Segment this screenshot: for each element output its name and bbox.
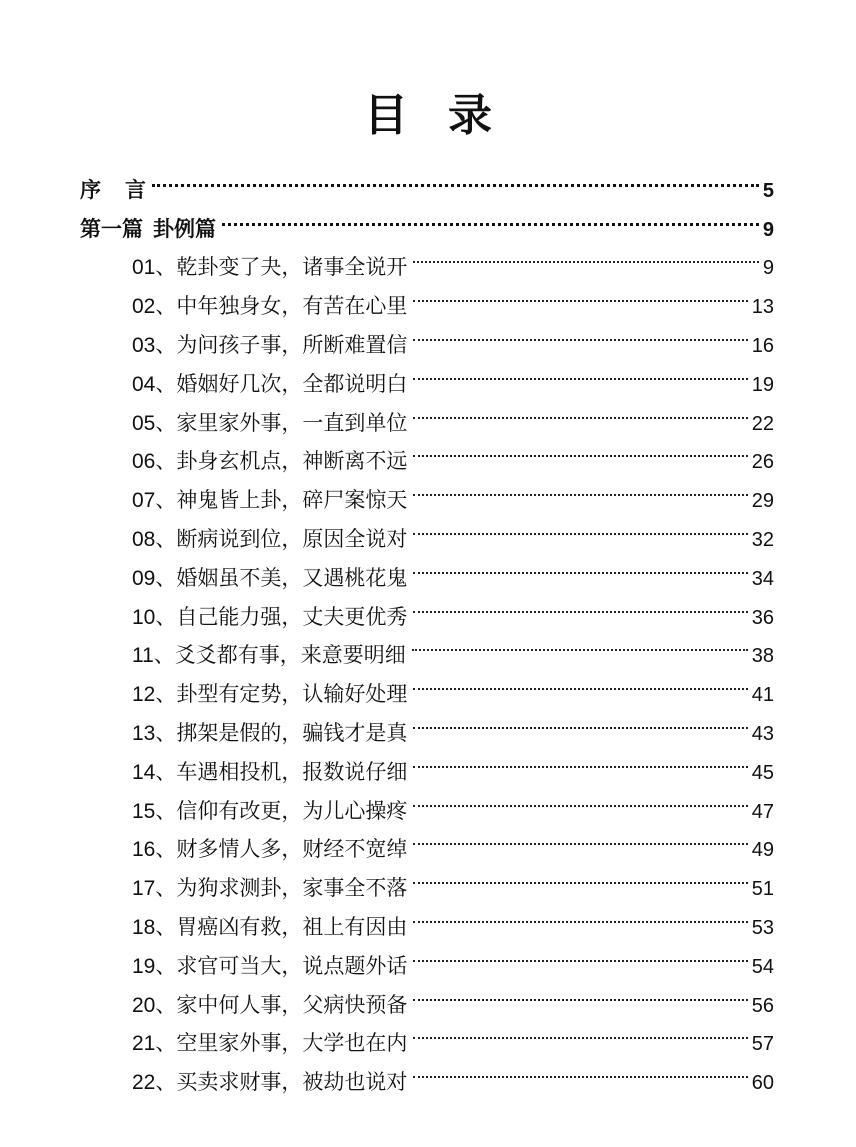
entry-page-number: 29 — [751, 490, 774, 513]
entry-page-number: 47 — [751, 800, 774, 823]
dot-leader — [413, 662, 747, 701]
section-label-part: 序 — [80, 177, 101, 202]
entry-label — [132, 326, 407, 366]
entry-label — [132, 598, 407, 638]
dot-leader — [413, 236, 759, 275]
entry-title: 胃癌凶有救，祖上有因由 — [176, 914, 408, 939]
entry-separator: 、 — [155, 798, 177, 823]
entry-number: 10 — [132, 605, 156, 629]
table-of-contents — [80, 158, 774, 1095]
entry-separator: 、 — [155, 953, 177, 978]
entry-label — [132, 1024, 407, 1064]
entry-title: 婚姻好几次，全都说明白 — [176, 371, 408, 396]
entry-separator: 、 — [155, 682, 177, 707]
entry-title: 乾卦变了夬，诸事全说开 — [176, 255, 408, 280]
entry-page-number: 32 — [751, 528, 774, 551]
entry-page-number: 41 — [751, 684, 774, 707]
entry-separator: 、 — [155, 759, 177, 784]
dot-leader — [413, 934, 747, 973]
dot-leader — [413, 546, 747, 585]
entry-title: 爻爻都有事，来意要明细 — [174, 643, 406, 668]
entry-page-number: 57 — [751, 1033, 774, 1056]
entry-number: 02 — [132, 295, 156, 319]
entry-page-number: 26 — [751, 451, 774, 474]
entry-number: 14 — [132, 760, 156, 784]
dot-leader — [413, 973, 747, 1012]
entry-page-number: 22 — [751, 412, 774, 435]
dot-leader — [222, 197, 759, 236]
entry-label — [132, 947, 407, 987]
entry-number: 16 — [132, 838, 156, 862]
entry-title: 空里家外事，大学也在内 — [176, 1031, 408, 1056]
entry-number: 08 — [132, 527, 156, 551]
dot-leader — [413, 740, 747, 779]
section-label-part: 第一篇 — [80, 216, 143, 241]
entry-number: 15 — [132, 799, 156, 823]
entry-title: 自己能力强，丈夫更优秀 — [176, 604, 408, 629]
entry-page-number: 60 — [751, 1072, 774, 1095]
dot-leader — [413, 468, 747, 507]
entry-separator: 、 — [155, 255, 177, 280]
dot-leader — [413, 701, 747, 740]
entry-number: 17 — [132, 877, 156, 901]
entry-separator: 、 — [153, 643, 175, 668]
entry-page-number: 54 — [751, 955, 774, 978]
entry-page-number: 43 — [751, 722, 774, 745]
entry-label — [132, 986, 407, 1026]
toc-entry-list — [80, 236, 774, 1095]
dot-leader — [413, 391, 747, 430]
entry-title: 断病说到位，原因全说对 — [176, 526, 408, 551]
entry-separator: 、 — [155, 565, 177, 590]
entry-label — [132, 520, 407, 560]
entry-page-number: 13 — [751, 296, 774, 319]
entry-separator: 、 — [155, 526, 177, 551]
dot-leader — [413, 1050, 747, 1089]
entry-label — [132, 908, 407, 948]
title-char-1: 目 — [364, 90, 408, 141]
entry-number: 22 — [132, 1071, 156, 1095]
entry-number: 20 — [132, 993, 156, 1017]
entry-separator: 、 — [155, 488, 177, 513]
toc-section-part-one[interactable] — [80, 197, 774, 241]
entry-label — [132, 248, 407, 288]
entry-label — [132, 753, 407, 793]
entry-number: 12 — [132, 683, 156, 707]
entry-label — [132, 869, 407, 909]
entry-title: 信仰有改更，为儿心操疼 — [176, 798, 408, 823]
entry-separator: 、 — [155, 876, 177, 901]
entry-title: 卦身玄机点，神断离不远 — [176, 449, 408, 474]
entry-number: 09 — [132, 566, 156, 590]
entry-title: 中年独身女，有苦在心里 — [176, 294, 408, 319]
entry-label — [132, 714, 407, 754]
section-label-part: 卦例篇 — [153, 216, 216, 241]
entry-title: 为问孩子事，所断难置信 — [176, 332, 408, 357]
entry-label — [132, 365, 407, 405]
entry-label — [132, 559, 407, 599]
dot-leader — [413, 430, 747, 469]
entry-number: 21 — [132, 1032, 156, 1056]
entry-page-number: 49 — [751, 839, 774, 862]
entry-label — [132, 404, 407, 444]
entry-page-number: 16 — [751, 334, 774, 357]
dot-leader — [413, 779, 747, 818]
dot-leader — [412, 624, 748, 663]
entry-title: 买卖求财事，被劫也说对 — [176, 1070, 408, 1095]
section-label-part: 言 — [125, 177, 146, 202]
entry-number: 04 — [132, 372, 156, 396]
entry-label — [132, 675, 407, 715]
entry-number: 06 — [132, 450, 156, 474]
page-title — [0, 88, 856, 144]
entry-number: 11 — [132, 644, 154, 668]
entry-label — [132, 792, 407, 832]
entry-number: 19 — [132, 954, 156, 978]
entry-page-number: 9 — [762, 257, 774, 280]
dot-leader — [413, 313, 747, 352]
entry-separator: 、 — [155, 410, 177, 435]
entry-label — [132, 287, 407, 327]
entry-separator: 、 — [155, 837, 177, 862]
section-label — [80, 171, 146, 210]
entry-page-number: 51 — [751, 878, 774, 901]
entry-title: 家中何人事，父病快预备 — [176, 992, 408, 1017]
toc-section-preface[interactable] — [80, 158, 774, 202]
entry-separator: 、 — [155, 992, 177, 1017]
entry-separator: 、 — [155, 914, 177, 939]
section-page-number: 5 — [762, 179, 774, 202]
dot-leader — [413, 274, 747, 313]
entry-label — [132, 442, 407, 482]
entry-number: 18 — [132, 915, 156, 939]
entry-title: 挷架是假的，骗钱才是真 — [176, 720, 408, 745]
section-label — [80, 210, 216, 249]
entry-title: 财多情人多，财经不宽绰 — [176, 837, 408, 862]
entry-page-number: 34 — [751, 567, 774, 590]
entry-title: 神鬼皆上卦，碎尸案惊天 — [176, 488, 408, 513]
dot-leader — [413, 585, 747, 624]
entry-number: 07 — [132, 489, 156, 513]
entry-separator: 、 — [155, 332, 177, 357]
entry-separator: 、 — [155, 720, 177, 745]
entry-separator: 、 — [155, 1070, 177, 1095]
entry-title: 求官可当大，说点题外话 — [176, 953, 408, 978]
entry-separator: 、 — [155, 294, 177, 319]
dot-leader — [413, 507, 747, 546]
entry-number: 13 — [132, 721, 156, 745]
entry-title: 车遇相投机，报数说仔细 — [176, 759, 408, 784]
entry-label — [132, 481, 407, 521]
entry-title: 为狗求测卦，家事全不落 — [176, 876, 408, 901]
dot-leader — [413, 352, 747, 391]
dot-leader — [413, 818, 747, 857]
section-page-number: 9 — [762, 218, 774, 241]
entry-separator: 、 — [155, 1031, 177, 1056]
entry-title: 婚姻虽不美，又遇桃花鬼 — [176, 565, 408, 590]
entry-label — [132, 636, 406, 676]
entry-label — [132, 1063, 407, 1103]
entry-separator: 、 — [155, 371, 177, 396]
dot-leader — [413, 856, 747, 895]
dot-leader — [413, 895, 747, 934]
entry-separator: 、 — [155, 604, 177, 629]
entry-number: 01 — [132, 256, 156, 280]
entry-number: 05 — [132, 411, 156, 435]
entry-title: 卦型有定势，认输好处理 — [176, 682, 408, 707]
entry-page-number: 53 — [751, 916, 774, 939]
entry-number: 03 — [132, 333, 156, 357]
entry-page-number: 36 — [751, 606, 774, 629]
entry-title: 家里家外事，一直到单位 — [176, 410, 408, 435]
entry-page-number: 45 — [751, 761, 774, 784]
title-char-2: 录 — [448, 90, 492, 141]
dot-leader — [413, 1012, 747, 1051]
entry-label — [132, 830, 407, 870]
entry-page-number: 38 — [751, 645, 774, 668]
entry-page-number: 19 — [751, 373, 774, 396]
dot-leader — [152, 158, 759, 197]
entry-page-number: 56 — [751, 994, 774, 1017]
entry-separator: 、 — [155, 449, 177, 474]
